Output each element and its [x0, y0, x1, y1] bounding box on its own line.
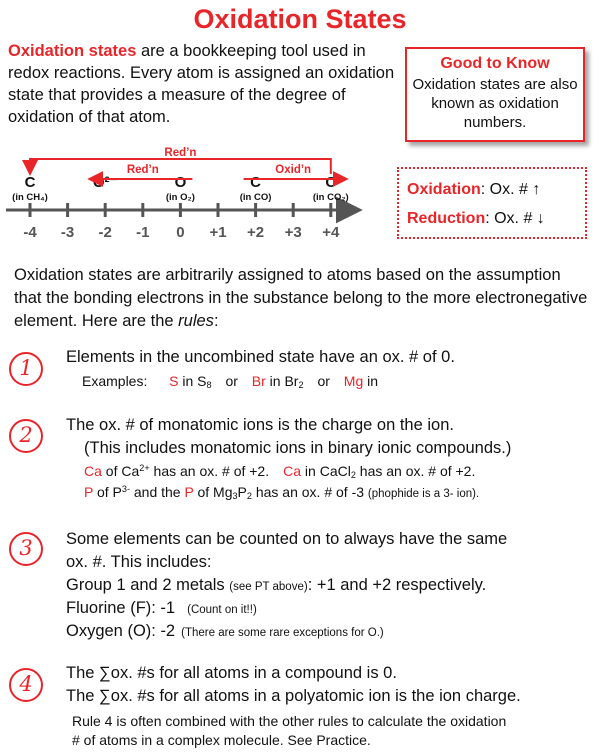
rule-2-example-p [84, 484, 479, 501]
tick-label: -1 [136, 224, 150, 241]
tick-label: 0 [176, 224, 185, 241]
rule-3-badge: 3 [9, 532, 43, 566]
examples-label: Examples: [82, 373, 148, 389]
rule-3-group-metals [66, 574, 486, 598]
species-note: (in CO) [239, 192, 272, 203]
p-sub: 2 [246, 491, 252, 501]
rule-2-badge: 2 [9, 419, 43, 453]
rule-1-text: Elements in the uncombined state have an ox. # of 0. [66, 348, 455, 366]
species-note: (in O₂) [165, 192, 195, 203]
in-cacl: in CaCl [301, 463, 351, 479]
good-to-know-box [405, 47, 585, 142]
rules-word: rules [178, 312, 214, 330]
tick-label: +3 [284, 224, 302, 241]
fluorine-note: (Count on it!!) [187, 604, 257, 616]
phosphide-note: (phophide is a 3- ion). [367, 488, 480, 500]
example-s: S [169, 373, 179, 389]
rules-intro-paragraph [14, 264, 589, 333]
species-symbol: C [250, 174, 262, 191]
example-mg-in: in [363, 373, 379, 389]
rule-4-note: Rule 4 is often combined with the other rules to calculate the oxidation # of atoms in a complex molecule. See Practice. [72, 713, 507, 748]
rule-4-line1: The ∑ox. #s for all atoms in a compound is 0. [66, 664, 397, 682]
example-br: Br [251, 373, 266, 389]
has-plus2-2: has an ox. # of +2. [355, 463, 476, 479]
or-1: or [225, 373, 238, 389]
intro-paragraph [8, 40, 398, 128]
example-s-in: in S [178, 373, 207, 389]
p-charge: 3- [121, 484, 130, 494]
rules-intro-end: : [213, 312, 219, 330]
of-p: of P [93, 484, 122, 500]
ca-charge: 2+ [139, 463, 150, 473]
reduction-label: Reduction [407, 210, 486, 227]
species-note: (in CH₄) [12, 192, 48, 203]
of-ca: of Ca [101, 463, 140, 479]
p-1: P [84, 484, 94, 500]
of-mg: of Mg [193, 484, 233, 500]
p-2: P [184, 484, 194, 500]
rule-4-line2: The ∑ox. #s for all atoms in a polyatomic ion is the ion charge. [66, 687, 521, 705]
oxidation-label: Oxidation [407, 181, 481, 198]
rule-2-example-ca [84, 463, 475, 480]
group-metals-text: Group 1 and 2 metals [66, 576, 230, 594]
s8-sub: 8 [206, 380, 212, 390]
p-3: P [237, 484, 247, 500]
page-title: Oxidation States [193, 4, 407, 34]
arrow-label: Oxid’n [275, 164, 312, 176]
good-to-know-text: Oxidation states are also known as oxidation numbers. [412, 76, 578, 131]
ox-direction-box [397, 167, 587, 239]
tick-label: -2 [98, 224, 112, 241]
rules-intro-text: Oxidation states are arbitrarily assigned to atoms based on the assumption that the bonding electrons in the substance belong to the more electronegative element. Here are the [14, 266, 588, 330]
rule-1-examples [82, 373, 378, 390]
number-line [0, 145, 390, 245]
species-symbol: O [174, 174, 187, 191]
oxygen-note: (There are some rare exceptions for O.) [181, 627, 384, 639]
species-symbol: C [24, 174, 36, 191]
rule-3-line2: ox. #. This includes: [66, 553, 212, 571]
ca-2: Ca [283, 463, 302, 479]
arrow-label: Red’n [126, 164, 159, 176]
intro-term: Oxidation states [8, 42, 137, 60]
cacl-sub: 2 [350, 470, 356, 480]
tick-label: -4 [23, 224, 37, 241]
species-symbol: O²⁻ [92, 174, 118, 191]
example-mg: Mg [343, 373, 364, 389]
reduction-row [407, 204, 585, 233]
rule-4-badge: 4 [9, 668, 43, 702]
oxygen-text: Oxygen (O): -2 [66, 622, 176, 640]
tick-label: +4 [322, 224, 340, 241]
has-minus3: has an ox. # of -3 [251, 484, 368, 500]
arrow-label: Red’n [164, 147, 197, 159]
rule-3-fluorine [66, 597, 257, 621]
group-metals-end: : +1 and +2 respectively. [307, 576, 487, 594]
has-plus2-1: has an ox. # of +2. [149, 463, 270, 479]
br2-sub: 2 [298, 380, 304, 390]
species-note: (in CO₂) [312, 192, 349, 203]
tick-label: +2 [247, 224, 265, 241]
tick-label: +1 [209, 224, 227, 241]
and-the: and the [129, 484, 185, 500]
example-br-in: in Br [265, 373, 299, 389]
reduction-text: : Ox. # ↓ [485, 210, 545, 227]
species-symbol: C [325, 174, 337, 191]
rule-2-line2: (This includes monatomic ions in binary ionic compounds.) [84, 439, 512, 457]
rule-3-oxygen [66, 620, 384, 644]
rule-1-badge: 1 [9, 352, 43, 386]
mg-sub: 3 [232, 491, 238, 501]
fluorine-text: Fluorine (F): -1 [66, 599, 176, 617]
oxidation-row [407, 175, 585, 204]
oxidation-text: : Ox. # ↑ [480, 181, 541, 198]
group-metals-note: (see PT above) [229, 581, 308, 593]
rule-2-line1: The ox. # of monatomic ions is the charge on the ion. [66, 416, 454, 434]
tick-label: -3 [60, 224, 75, 241]
intro-text: are a bookkeeping tool used in redox reactions. Every atom is assigned an oxidation state that provides a measure of the degree of oxidation of that atom. [8, 42, 395, 126]
or-2: or [317, 373, 330, 389]
rule-3-line1: Some elements can be counted on to always have the same [66, 530, 508, 548]
good-to-know-heading: Good to Know [440, 55, 550, 72]
ca-1: Ca [84, 463, 102, 479]
